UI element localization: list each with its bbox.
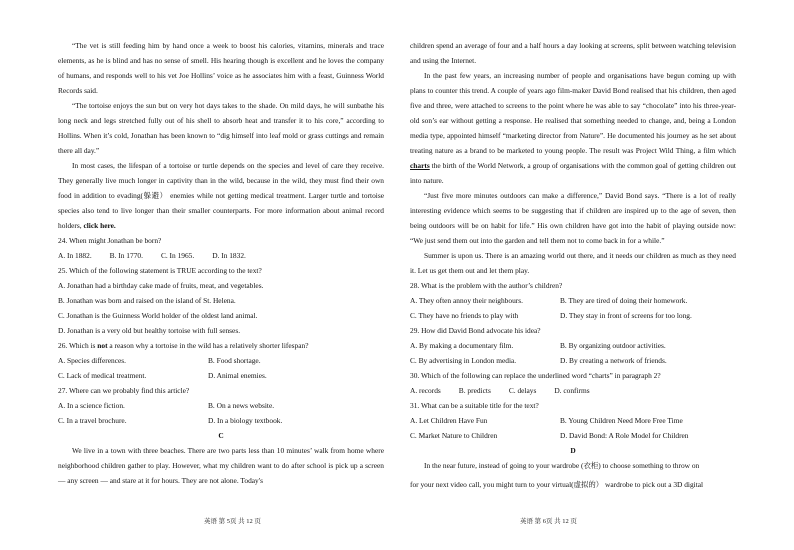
- section-heading-c: C: [218, 431, 224, 440]
- question-24-options: [58, 248, 384, 263]
- option: A. records: [410, 386, 441, 395]
- click-here-link[interactable]: click here.: [83, 221, 116, 230]
- question-29-options: [410, 353, 736, 368]
- paragraph: “The tortoise enjoys the sun but on very hot days takes to the shade. On mild days, he will sunbathe his long neck and legs stretched fully out of his shell to absorb heat and transfer it to his core,” according to Hollins. When it’s cold, Jonathan has been known to “dig himself into leaf mold or grass cuttings and remain there all day.”: [58, 101, 384, 155]
- option: A. Jonathan had a birthday cake made of fruits, meat, and vegetables.: [58, 281, 264, 290]
- option: C. In a travel brochure.: [58, 416, 127, 425]
- paragraph-text: the birth of the World Network, a group of organisations with the common goal of getting children out into nature.: [410, 161, 736, 185]
- option: D. In 1832.: [212, 251, 246, 260]
- left-column: [58, 38, 384, 488]
- paragraph: We live in a town with three beaches. There are two parts less than 10 minutes’ walk from home where neighborhood children gather to play. However, what my children want to do after school is pick up a screen — any screen — and stare at it for hours. They are not alone. Today's: [58, 446, 384, 485]
- option: B. In 1770.: [109, 251, 143, 260]
- option: D. They stay in front of screens for too long.: [560, 311, 692, 320]
- option: C. By advertising in London media.: [410, 356, 517, 365]
- question-27: 27. Where can we probably find this article?: [58, 386, 190, 395]
- question-29-options: [410, 338, 736, 353]
- option: C. Lack of medical treatment.: [58, 371, 147, 380]
- page-footer-left: 英语 第 5页 共 12 页: [204, 518, 261, 525]
- option: A. In 1882.: [58, 251, 92, 260]
- question-text: 26. Which is: [58, 341, 98, 350]
- paragraph: “The vet is still feeding him by hand once a week to boost his calories, vitamins, minerals and trace elements, as he is blind and has no sense of smell. His hearing though is excellent and he loves the company of humans, and responds well to his vet Joe Hollins’ voice as he associates him with a feast, Guinness World Records said.: [58, 41, 384, 95]
- option: B. On a news website.: [208, 401, 275, 410]
- paragraph: [58, 158, 384, 233]
- paragraph-text: In most cases, the lifespan of a tortoise or turtle depends on the species and level of care they receive. They generally live much longer in captivity than in the wild, because in the wild, they must find their own food in addition to evading(躲避） enemies while not getting medical treatment. Larger turtle and tortoise species also tend to live longer than their smaller counterparts. For more information about animal record holders,: [58, 161, 384, 230]
- question-24: 24. When might Jonathan be born?: [58, 236, 162, 245]
- option: A. Let Children Have Fun: [410, 416, 488, 425]
- question-31-options: [410, 428, 736, 443]
- option: C. In 1965.: [160, 251, 195, 260]
- option: C. delays: [508, 386, 537, 395]
- option: A. Species differences.: [58, 356, 126, 365]
- option: C. Jonathan is the Guinness World holder of the oldest land animal.: [58, 311, 258, 320]
- underlined-word-charts: charts: [410, 161, 430, 170]
- option: B. Young Children Need More Free Time: [560, 416, 683, 425]
- option: C. Market Nature to Children: [410, 431, 498, 440]
- paragraph: children spend an average of four and a half hours a day looking at screens, split between watching television and using the Internet.: [410, 41, 736, 65]
- paragraph: Summer is upon us. There is an amazing world out there, and it needs our children as much as they need it. Let us get them out and let them play.: [410, 251, 736, 275]
- option: B. Jonathan was born and raised on the island of St. Helena.: [58, 296, 236, 305]
- option: D. By creating a network of friends.: [560, 356, 667, 365]
- option: D. confirms: [554, 386, 590, 395]
- question-28: 28. What is the problem with the author’s children?: [410, 281, 563, 290]
- question-28-options: [410, 293, 736, 308]
- question-26-options: [58, 353, 384, 368]
- option: C. They have no friends to play with: [410, 311, 519, 320]
- question-30-options: [410, 383, 736, 398]
- option: D. Animal enemies.: [208, 371, 267, 380]
- option: A. By making a documentary film.: [410, 341, 514, 350]
- question-28-options: [410, 308, 736, 323]
- question-31-options: [410, 413, 736, 428]
- option: B. They are tired of doing their homework.: [560, 296, 688, 305]
- question-text: a reason why a tortoise in the wild has a relatively shorter lifespan?: [107, 341, 309, 350]
- question-25: 25. Which of the following statement is TRUE according to the text?: [58, 266, 262, 275]
- paragraph: [410, 68, 736, 188]
- right-column: [410, 38, 736, 492]
- question-29: 29. How did David Bond advocate his idea?: [410, 326, 541, 335]
- option: D. Jonathan is a very old but healthy tortoise with full senses.: [58, 326, 241, 335]
- section-heading-d: D: [570, 446, 576, 455]
- option: D. David Bond: A Role Model for Children: [560, 431, 689, 440]
- question-27-options: [58, 413, 384, 428]
- paragraph: In the near future, instead of going to your wardrobe (衣柜) to choose something to throw on: [424, 461, 700, 470]
- question-27-options: [58, 398, 384, 413]
- option: A. In a science fiction.: [58, 401, 125, 410]
- question-30: 30. Which of the following can replace the underlined word “charts” in paragraph 2?: [410, 371, 661, 380]
- option: B. Food shortage.: [208, 356, 261, 365]
- question-26-options: [58, 368, 384, 383]
- paragraph-text: In the past few years, an increasing number of people and organisations have begun coming up with plans to counter this trend. A couple of years ago film-maker David Bond realised that his children, then aged five and three, were attached to screens to the point where he was able to say “chocolate” into his three-year-old son’s ear without getting a response. He realised that something needed to change, and, being a London media type, appointed himself “marketing director from Nature”. He documented his journey as he set about treating nature as a brand to be marketed to young people. The result was Project Wild Thing, a film which: [410, 71, 736, 155]
- option: B. predicts: [458, 386, 491, 395]
- question-26: [58, 338, 384, 353]
- option: D. In a biology textbook.: [208, 416, 283, 425]
- option: A. They often annoy their neighbours.: [410, 296, 523, 305]
- paragraph: “Just five more minutes outdoors can make a difference,” David Bond says. “There is a lot of really interesting evidence which seems to be suggesting that if children are inspired up to the age of seven, then being outdoors will be on habit for life.” His own children have got into the habit of playing outside now: “We just send them out into the garden and tell them not to come back in for a while.”: [410, 191, 736, 245]
- emphasis-not: not: [97, 341, 108, 350]
- paragraph: for your next video call, you might turn to your virtual(虚拟的） wardrobe to pick out a 3D digital: [410, 480, 704, 489]
- question-31: 31. What can be a suitable title for the text?: [410, 401, 539, 410]
- option: B. By organizing outdoor activities.: [560, 341, 666, 350]
- page-footer-right: 英语 第 6页 共 12 页: [520, 518, 577, 525]
